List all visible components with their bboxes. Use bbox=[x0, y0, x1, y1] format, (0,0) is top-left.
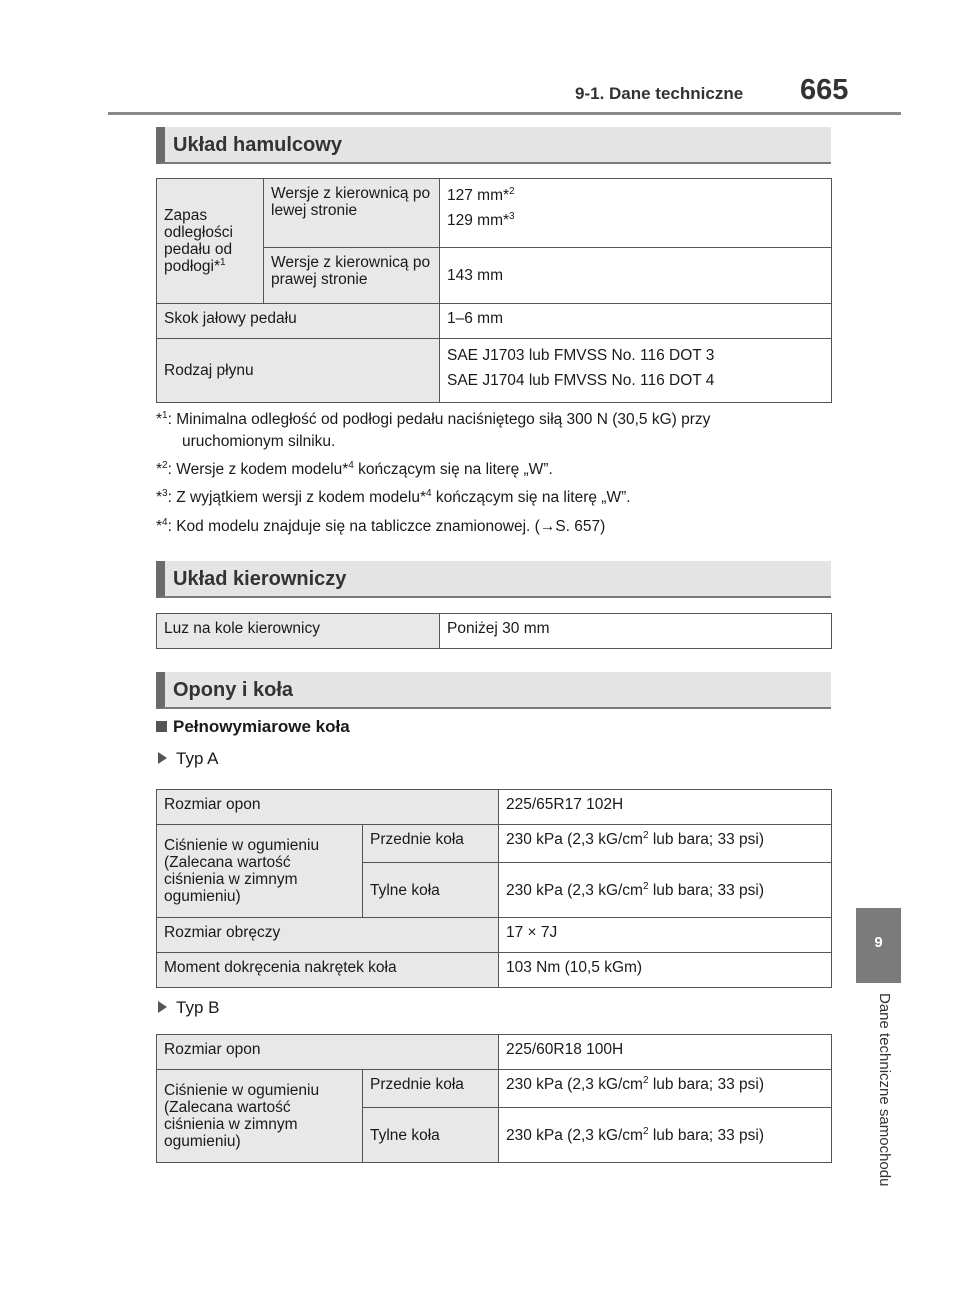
section-title: Układ kierowniczy bbox=[173, 568, 347, 590]
type-a-label: Typ A bbox=[158, 749, 219, 769]
table-row: Tylne koła 230 kPa (2,3 $kG/cm^2$ lub bara; 33 psi) bbox=[157, 1108, 832, 1163]
section-heading-brakes bbox=[156, 127, 831, 164]
type-b-label: Typ B bbox=[158, 998, 219, 1018]
section-heading-tires bbox=[156, 672, 831, 709]
table-row: Rozmiar opon 225/65R17 102H bbox=[157, 790, 832, 825]
footnote-4: *$^4$: Kod modelu znajduje się na tabliczce znamionowej. (→S. 657) bbox=[156, 516, 606, 535]
table-row bbox=[157, 339, 832, 403]
section-heading-steering bbox=[156, 561, 831, 598]
free-play-label: Skok jałowy pedału bbox=[157, 304, 440, 339]
steering-play-label: Luz na kole kierownicy bbox=[157, 614, 440, 649]
header-rule bbox=[108, 112, 901, 115]
chapter-label: Dane techniczne samochodu bbox=[876, 993, 893, 1187]
steering-play-value: Poniżej 30 mm bbox=[440, 614, 832, 649]
tires-type-a-table bbox=[156, 789, 832, 988]
brakes-table bbox=[156, 178, 832, 403]
pedal-clearance-label: Zapas odległości pedału od podłogi*$^1$ bbox=[157, 179, 264, 304]
table-row: Ciśnienie w ogumieniu (Zalecana wartość ciśnienia w zimnym ogumieniu) Przednie koła 230 kPa (2,3 $kG/cm^2$ lub bara; 33 psi) bbox=[157, 825, 832, 863]
table-row: Rozmiar obręczy 17 × 7J bbox=[157, 918, 832, 953]
free-play-value: 1–6 mm bbox=[440, 304, 832, 339]
steering-table bbox=[156, 613, 832, 649]
table-row bbox=[157, 179, 832, 248]
square-bullet-icon bbox=[156, 721, 167, 732]
header-section-title: 9-1. Dane techniczne bbox=[575, 84, 744, 103]
lhd-values: 127 mm*$^2$ 129 mm*$^3$ bbox=[440, 179, 832, 248]
fluid-values: SAE J1703 lub FMVSS No. 116 DOT 3 SAE J1704 lub FMVSS No. 116 DOT 4 bbox=[440, 339, 832, 403]
table-row: Rozmiar opon 225/60R18 100H bbox=[157, 1035, 832, 1070]
triangle-bullet-icon bbox=[158, 1001, 167, 1013]
tires-type-b-table bbox=[156, 1034, 832, 1163]
fluid-label: Rodzaj płynu bbox=[157, 339, 440, 403]
table-row: Ciśnienie w ogumieniu (Zalecana wartość ciśnienia w zimnym ogumieniu) Przednie koła 230 kPa (2,3 $kG/cm^2$ lub bara; 33 psi) bbox=[157, 1070, 832, 1108]
rhd-value: 143 mm bbox=[440, 248, 832, 304]
rhd-label: Wersje z kierownicą po prawej stronie bbox=[264, 248, 440, 304]
page-number: 665 bbox=[800, 74, 849, 106]
table-row bbox=[157, 614, 832, 649]
footnote-1: *$^1$: Minimalna odległość od podłogi pedału naciśniętego siłą 300 N (30,5 kG) przy uruchomionym silniku. bbox=[156, 409, 711, 450]
table-row bbox=[157, 304, 832, 339]
triangle-bullet-icon bbox=[158, 752, 167, 764]
lhd-label: Wersje z kierownicą po lewej stronie bbox=[264, 179, 440, 248]
table-row: Tylne koła 230 kPa (2,3 $kG/cm^2$ lub bara; 33 psi) bbox=[157, 863, 832, 918]
section-title: Układ hamulcowy bbox=[173, 134, 342, 156]
chapter-tab[interactable]: 9 bbox=[856, 908, 901, 983]
table-row: Moment dokręcenia nakrętek koła 103 Nm (10,5 kGm) bbox=[157, 953, 832, 988]
section-title: Opony i koła bbox=[173, 679, 294, 701]
footnote-2: *$^2$: Wersje z kodem modelu*$^4$ kończącym się na literę „W”. bbox=[156, 459, 553, 478]
footnote-3: *$^3$: Z wyjątkiem wersji z kodem modelu*$^4$ kończącym się na literę „W”. bbox=[156, 487, 631, 506]
subheading-full-size-wheels: Pełnowymiarowe koła bbox=[156, 717, 350, 737]
